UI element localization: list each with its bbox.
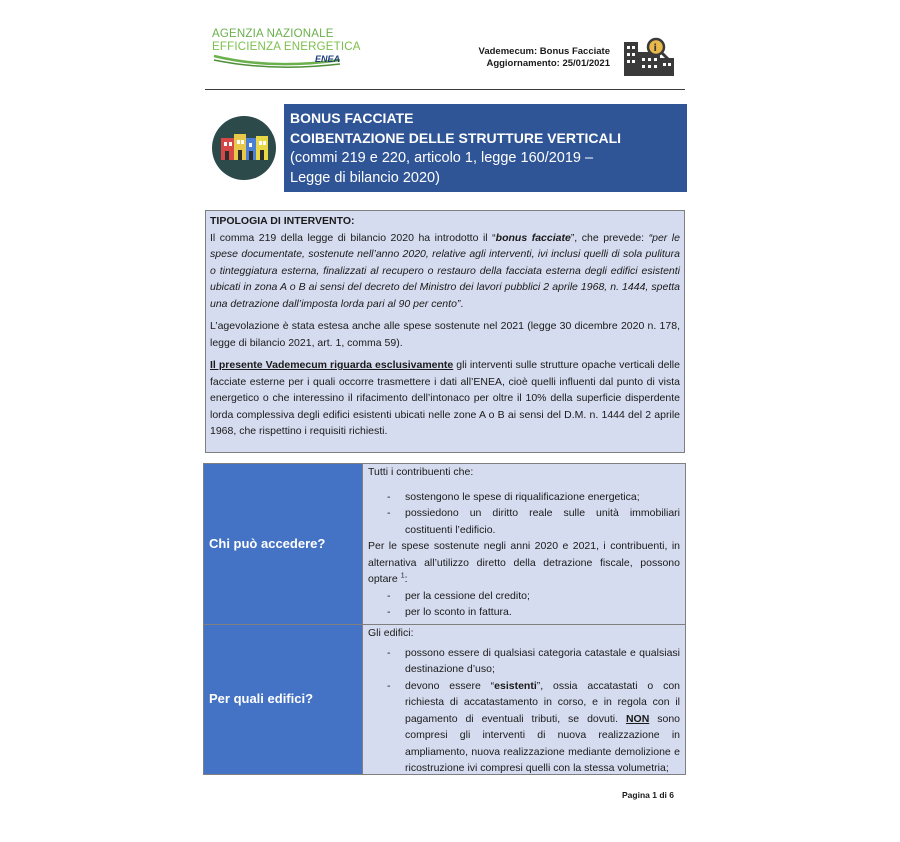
title-line4: Legge di bilancio 2020) (290, 170, 440, 186)
info-table (203, 463, 686, 775)
row1-option-list (368, 588, 680, 621)
title-line3: (commi 219 e 220, articolo 1, legge 160/2019 – (290, 150, 594, 166)
header-info (470, 46, 610, 70)
b2-existing: esistenti (494, 679, 537, 692)
row2-bullet-list (368, 645, 680, 777)
table-row (204, 625, 685, 774)
enea-logo (212, 24, 361, 74)
colored-houses-icon (212, 116, 276, 180)
svg-text:i: i (653, 43, 657, 54)
row1-para-text: Per le spese sostenute negli anni 2020 e 2021, i contribuenti, in alternativa all’utilizzo diretto della detrazione fiscale, possono optare (368, 540, 680, 585)
p3-text: gli interventi sulle strutture opache verticali delle facciate esterne per i quali occorre trasmettere i dati all’ENEA, cioè quelli influenti dal punto di vista energetico o che interessino il rifacimento dell’intonaco per oltre il 10% della superficie disperdente lorda complessiva degli edifici esistenti ubicati nelle zone A o B ai sensi del D.M. n. 1444 del 2 aprile 1968, che rispettino i requisiti richiesti. (210, 359, 680, 437)
update-date: Aggiornamento: 25/01/2021 (486, 58, 610, 69)
intervention-box (205, 210, 685, 453)
list-item: - per lo sconto in fattura. (368, 604, 680, 621)
row-label-buildings: Per quali edifici? (209, 691, 314, 706)
logo-line1: AGENZIA NAZIONALE (212, 28, 334, 40)
title-line2: COIBENTAZIONE DELLE STRUTTURE VERTICALI (290, 130, 622, 146)
row-content-cell (363, 464, 685, 624)
title-line1: BONUS FACCIATE (290, 110, 414, 126)
logo-enea-text: ENEA (315, 54, 341, 64)
footnote-ref: 1 (400, 572, 405, 580)
table-row (204, 464, 685, 625)
p1-text-a: Il comma 219 della legge di bilancio 2020 ha introdotto il “ (210, 231, 496, 244)
list-item (368, 678, 680, 777)
intervention-paragraph-3 (210, 357, 680, 440)
b2-text-e: sono compresi gli interventi di nuova realizzazione in ampliamento, nuova realizzazione mediante demolizione e ricostruzione ivi compresi quelli con la stessa volumetria; (405, 712, 680, 774)
header-divider (205, 89, 685, 90)
b2-text-a: devono essere “ (405, 679, 495, 692)
intervention-paragraph-2: L’agevolazione è stata estesa anche alle spese sostenute nel 2021 (legge 30 dicembre 2020 n. 178, legge di bilancio 2021, art. 1, comma 59). (210, 320, 680, 349)
row1-bullet-list (368, 489, 680, 539)
list-item: - possono essere di qualsiasi categoria catastale e qualsiasi destinazione d’uso; (368, 645, 680, 678)
title-box (284, 104, 687, 192)
row-label-cell (204, 464, 363, 624)
p1-quote: “per le spese documentate, sostenute nell’anno 2020, relative agli interventi, ivi inclusi quelli di sola pulitura o tinteggiatura esterna, finalizzati al recupero o restauro della facciata esterna degli edifici esistenti ubicati in zona A o B ai sensi del decreto del Ministro dei lavori pubblici 2 aprile 1968, n. 1444, spetta una detrazione dall’imposta lorda pari al 90 per cento” (210, 231, 680, 310)
row1-intro: Tutti i contribuenti che: (368, 466, 474, 478)
row2-intro: Gli edifici: (368, 627, 414, 639)
b2-text-c: ”, ossia accatastati o con richiesta di accatastamento in corso, e in regola con il pagamento di eventuali tributi, se dovuti. (405, 679, 680, 725)
building-magnifier-icon (622, 36, 678, 76)
list-item: - per la cessione del credito; (368, 588, 680, 605)
logo-line2: EFFICIENZA ENERGETICA (212, 41, 361, 53)
row-label-who: Chi può accedere? (209, 536, 326, 551)
p3-emphasis: Il presente Vademecum riguarda esclusivamente (210, 359, 454, 371)
row-content-cell (363, 625, 685, 774)
b2-not: NON (625, 712, 650, 725)
list-item: - sostengono le spese di riqualificazione energetica; (368, 489, 680, 506)
intervention-heading: TIPOLOGIA DI INTERVENTO: (210, 215, 355, 227)
p1-text-e: . (460, 297, 464, 310)
list-item: - possiedono un diritto reale sulle unità immobiliari costituenti l’edificio. (368, 505, 680, 538)
row1-paragraph (368, 538, 680, 588)
row-label-cell (204, 625, 363, 774)
p1-bonus-term: bonus facciate (495, 231, 571, 244)
p1-text-c: ”, che prevede: (570, 231, 649, 244)
intervention-paragraph-1 (210, 230, 680, 313)
doc-title: Vademecum: Bonus Facciate (478, 46, 610, 57)
row1-para-colon: : (404, 573, 408, 585)
page-number: Pagina 1 di 6 (622, 790, 674, 800)
